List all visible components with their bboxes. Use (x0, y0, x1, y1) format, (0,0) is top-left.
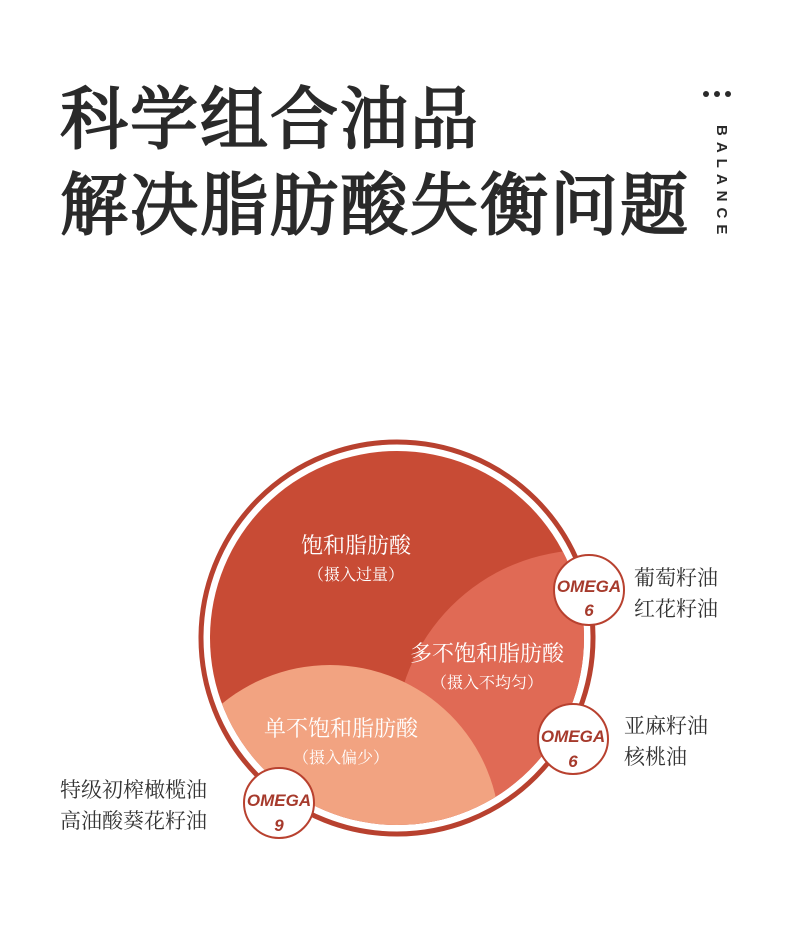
title-line-1: 科学组合油品 (60, 81, 481, 160)
badge-3-line2: 9 (274, 816, 284, 835)
oil-olive: 特级初榨橄榄油 (60, 778, 207, 802)
omega6-badge-1 (554, 555, 624, 625)
badge-3-line1: OMEGA (246, 791, 312, 810)
oil-flaxseed: 亚麻籽油 (624, 714, 708, 738)
oil-safflower: 红花籽油 (634, 597, 718, 621)
omega9-badge (244, 768, 314, 838)
oil-high-oleic-sunflower: 高油酸葵花籽油 (60, 809, 207, 833)
oil-list-omega6-1 (634, 563, 718, 625)
badge-2-line2: 6 (568, 752, 578, 771)
polyunsaturated-label: 多不饱和脂肪酸 (409, 642, 565, 667)
omega6-badge-2 (538, 704, 608, 774)
saturated-label: 饱和脂肪酸 (300, 534, 412, 559)
polyunsaturated-note: （摄入不均匀） (430, 673, 544, 692)
oil-walnut: 核桃油 (624, 745, 687, 769)
oil-grapeseed: 葡萄籽油 (634, 566, 718, 590)
saturated-note: （摄入过量） (307, 565, 405, 584)
badge-1-line2: 6 (584, 601, 594, 620)
oil-list-omega6-2 (624, 711, 708, 773)
badge-1-line1: OMEGA (556, 577, 622, 596)
balance-tag: BALANCE (713, 125, 730, 241)
oil-list-omega9 (60, 775, 207, 837)
title-line-2: 解决脂肪酸失衡问题 (60, 167, 691, 246)
badge-2-line1: OMEGA (540, 727, 606, 746)
monounsaturated-note: （摄入偏少） (292, 748, 390, 767)
monounsaturated-label: 单不饱和脂肪酸 (263, 717, 419, 742)
